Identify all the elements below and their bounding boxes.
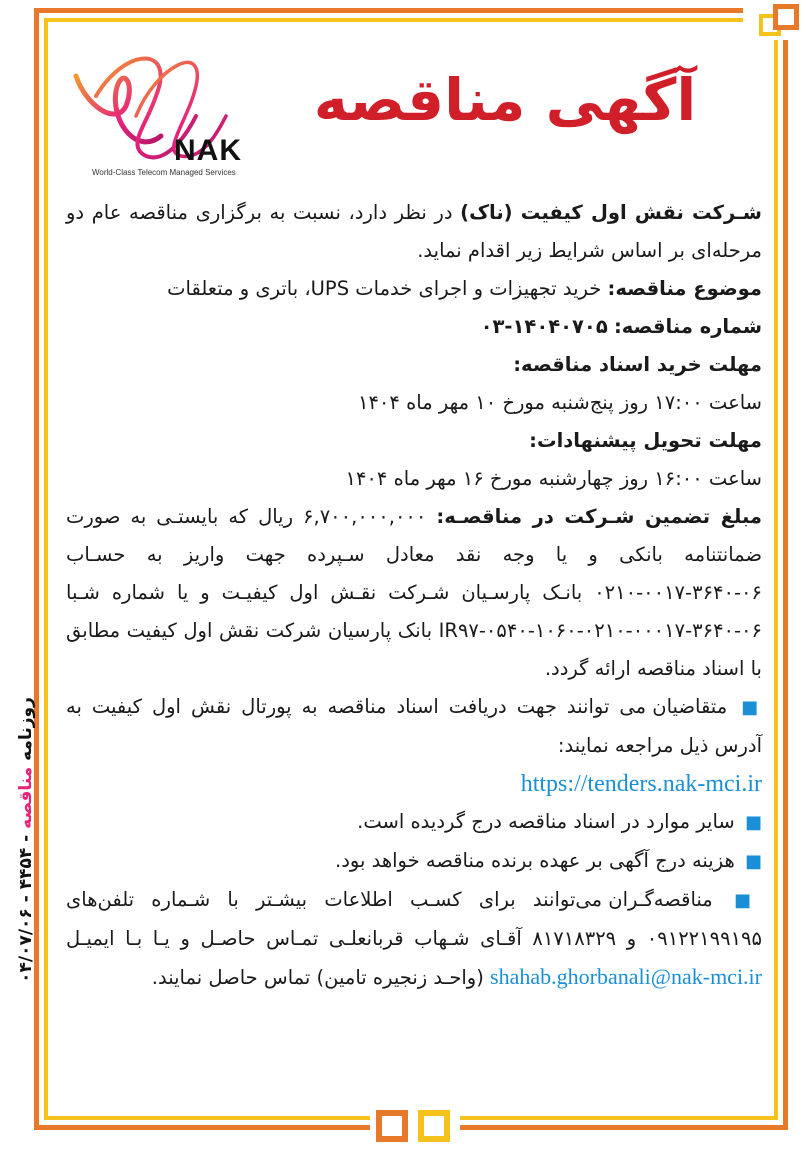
newspaper-name: روزنامه <box>16 697 37 761</box>
subject-value: خرید تجهیزات و اجرای خدمات UPS، باتری و متعلقات <box>167 277 602 300</box>
bullet-square-icon: ■ <box>744 851 762 872</box>
purchase-deadline-value: ساعت ۱۷:۰۰ روز پنج‌شنبه مورخ ۱۰ مهر ماه ۱۴۰۴ <box>357 391 762 414</box>
newspaper-issue: - ۴۴۵۴ - ۰۴/۰۷/۰۶ <box>16 834 37 983</box>
bullet-square-icon: ■ <box>744 812 762 833</box>
bullet-ad-cost-text: هزینه درج آگهی بر عهده برنده مناقصه خواهد بود. <box>335 849 735 872</box>
bottom-decoration <box>370 1104 460 1144</box>
bullet-square-icon: ■ <box>733 890 763 911</box>
bullet-square-icon: ■ <box>741 697 762 718</box>
contact-email-link[interactable]: shahab.ghorbanali@nak-mci.ir <box>490 964 762 989</box>
logo-wordmark: NAK <box>174 134 242 167</box>
intro-paragraph <box>66 194 762 270</box>
corner-decoration <box>743 0 803 40</box>
bullet-contact-text: مناقصه‌گـران می‌توانند برای کسـب اطلاعات بیشـتر با شـماره تلفن‌های ۰۹۱۲۲۱۹۹۱۹۵ و ۸۱۷۱۸۳۲۹ آقـای شـهاب قربانعلـی تمـاس حاصـل و یـا بـا ایمیـل <box>66 888 762 950</box>
tender-number-label: شماره مناقصه: <box>613 315 762 338</box>
guarantee-value: ۶,۷۰۰,۰۰۰,۰۰۰ ریال که بایستـی به صورت ضمانتنامه بانکی و یا وجه نقد معادل سـپرده جهت واریز به حسـاب ۰۶-۳۶۴۰-۰۰۱۷-۰۲۱۰ بانـک پارسـیان شـرکت نقـش اول کیفیـت و یا شماره شـبا IR۹۷-۰۵۴۰-۱۰۶۰-۰۲۱۰-۰۰۰۱۷-۳۶۴۰-۰۶ بانک پارسیان شرکت نقش اول کیفیت مطابق با اسناد مناقصه ارائه گردد. <box>66 505 762 680</box>
bullet-other-items <box>66 803 762 842</box>
intro-text: در نظر دارد، نسبت به برگزاری مناقصه عام دو مرحله‌ای بر اساس شرایط زیر اقدام نماید. <box>66 201 762 262</box>
purchase-deadline-label: مهلت خرید اسناد مناقصه: <box>513 353 762 376</box>
bullet-ad-cost <box>66 842 762 881</box>
bullet-portal <box>66 688 762 765</box>
tender-number-value: ۱۴۰۴۰۷۰۵-۰۳ <box>480 315 608 338</box>
bullet-other-items-text: سایر موارد در اسناد مناقصه درج گردیده است. <box>357 810 735 833</box>
portal-link[interactable]: https://tenders.nak-mci.ir <box>520 771 762 797</box>
announcement-body <box>66 194 762 997</box>
page-title: آگهی مناقصه <box>313 66 697 134</box>
bullet-contact <box>66 881 762 997</box>
bullet-portal-text: متقاضیان می توانند جهت دریافت اسناد مناقصه به پورتال نقش اول کیفیت به آدرس ذیل مراجعه نمایند: <box>66 695 762 757</box>
delivery-deadline-value: ساعت ۱۶:۰۰ روز چهارشنبه مورخ ۱۶ مهر ماه ۱۴۰۴ <box>345 467 762 490</box>
newspaper-brand: مناقصه <box>16 766 37 829</box>
logo-tagline: World-Class Telecom Managed Services <box>92 168 236 177</box>
guarantee-label: مبلغ تضمین شـرکت در مناقصـه: <box>436 505 763 528</box>
company-name: شـرکت نقش اول کیفیت (ناک) <box>460 201 762 224</box>
guarantee-paragraph <box>66 498 762 688</box>
subject-label: موضوع مناقصه: <box>607 277 762 300</box>
newspaper-side-label <box>6 697 46 983</box>
delivery-deadline-label: مهلت تحویل پیشنهادات: <box>529 429 762 452</box>
bullet-contact-tail: (واحـد زنجیره تامین) تماس حاصل نمایند. <box>151 966 484 989</box>
subject-line <box>66 270 762 308</box>
tender-number-line <box>66 308 762 346</box>
